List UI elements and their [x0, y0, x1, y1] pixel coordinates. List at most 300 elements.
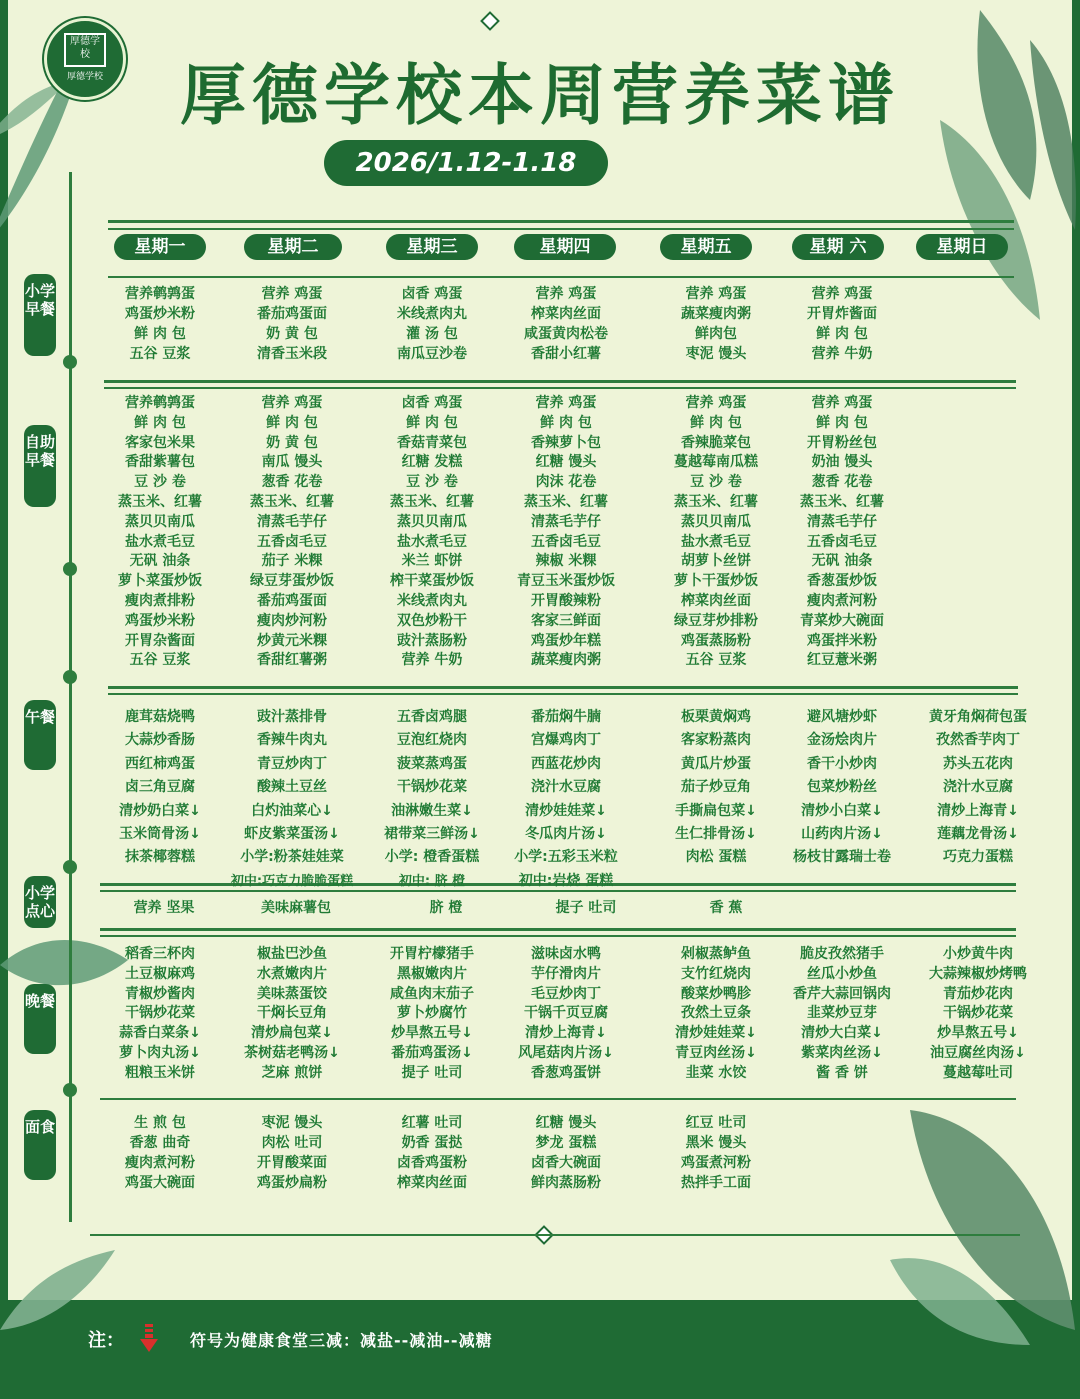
page-title: 厚德学校本周营养菜谱 [180, 56, 900, 134]
menu-item: 宫爆鸡肉丁 [531, 732, 601, 749]
menu-item: 鹿茸菇烧鸭 [125, 709, 195, 725]
down-arrow-icon [138, 1322, 160, 1354]
menu-item: 丝瓜小炒鱼 [807, 965, 877, 982]
menu-item: 苏头五花肉 [943, 755, 1013, 772]
menu-item: 盐水煮毛豆 [125, 533, 195, 550]
menu-column-dinner [217, 945, 367, 1084]
menu-item: 干锅炒花菜 [397, 779, 467, 796]
menu-item: 营养 鸡蛋 [685, 395, 747, 411]
menu-item: 豉汁蒸肠粉 [397, 632, 467, 649]
menu-item: 清炒扁包菜↓ [251, 1025, 333, 1042]
menu-item: 热拌手工面 [681, 1175, 751, 1191]
menu-item: 蒸贝贝南瓜 [125, 513, 195, 530]
menu-item: 营养 鸡蛋 [685, 286, 747, 302]
menu-item: 鸡蛋炒米粉 [125, 306, 195, 322]
menu-column-breakfast-primary [217, 284, 367, 364]
menu-item: 玉米筒骨汤↓ [119, 825, 201, 842]
divider [100, 1098, 1016, 1100]
menu-item: 瘦肉煮排粉 [125, 592, 195, 609]
menu-item: 蒸贝贝南瓜 [681, 513, 751, 530]
menu-item: 开胃柠檬猪手 [390, 946, 474, 962]
menu-item: 番茄鸡蛋汤↓ [391, 1044, 473, 1061]
menu-item: 瘦肉煮河粉 [125, 1155, 195, 1171]
menu-column-buffet-breakfast [85, 394, 235, 671]
menu-item: 豆 沙 卷 [134, 474, 186, 491]
menu-item: 榨菜肉丝面 [531, 306, 601, 322]
menu-column-pastry [641, 1113, 791, 1193]
menu-item: 鸡蛋煮河粉 [681, 1155, 751, 1171]
menu-item: 抹茶椰蓉糕 [125, 849, 195, 866]
menu-column-buffet-breakfast [357, 394, 507, 671]
menu-item: 营养 牛奶 [401, 652, 463, 669]
menu-item: 小学: 橙香蛋糕 [384, 849, 480, 866]
menu-item: 香芹大蒜回锅肉 [793, 985, 891, 1002]
snack-item: 美味麻薯包 [261, 900, 331, 916]
menu-item: 剁椒蒸鲈鱼 [681, 946, 751, 962]
menu-item: 西蓝花炒肉 [531, 755, 601, 772]
day-header-sat: 星期 六 [792, 234, 884, 260]
menu-item: 初中:岩烧 蛋糕 [518, 872, 614, 889]
menu-item: 营养 鸡蛋 [261, 395, 323, 411]
menu-item: 双色炒粉干 [397, 612, 467, 629]
menu-item: 蒜香白菜条↓ [119, 1025, 201, 1042]
menu-item: 无矾 油条 [811, 553, 873, 570]
menu-column-dinner [903, 945, 1053, 1084]
menu-item: 红豆 吐司 [685, 1115, 747, 1131]
menu-item: 红糖 馒头 [535, 454, 597, 471]
menu-item: 炒旱熬五号↓ [937, 1025, 1019, 1042]
menu-item: 萝卜菜蛋炒饭 [118, 573, 202, 590]
menu-item: 卤香大碗面 [531, 1155, 601, 1171]
menu-item: 卤三角豆腐 [125, 779, 195, 796]
menu-item: 辣椒 米粿 [535, 553, 597, 570]
menu-item: 肉松 吐司 [261, 1135, 323, 1151]
menu-item: 五谷 豆浆 [129, 652, 191, 669]
day-header-wed: 星期三 [386, 234, 478, 260]
menu-item: 清炒上海青↓ [937, 802, 1019, 819]
divider [108, 228, 1014, 230]
menu-item: 清蒸毛芋仔 [531, 513, 601, 530]
menu-item: 榨菜肉丝面 [681, 592, 751, 609]
menu-item: 葱香 花卷 [811, 474, 873, 491]
menu-item: 红豆薏米粥 [807, 652, 877, 669]
menu-item: 香菇青菜包 [397, 434, 467, 451]
timeline-dot [63, 562, 77, 576]
menu-item: 芝麻 煎饼 [261, 1064, 323, 1081]
menu-item: 番茄鸡蛋面 [257, 306, 327, 322]
menu-item: 绿豆芽炒排粉 [674, 612, 758, 629]
menu-item: 青椒炒酱肉 [125, 985, 195, 1002]
menu-item: 梦龙 蛋糕 [535, 1135, 597, 1151]
divider [108, 693, 1018, 695]
menu-item: 开胃酸菜面 [257, 1155, 327, 1171]
menu-column-buffet-breakfast [767, 394, 917, 671]
menu-item: 干焖长豆角 [257, 1005, 327, 1022]
snack-item: 营养 坚果 [133, 900, 195, 916]
menu-item: 炒旱熬五号↓ [391, 1025, 473, 1042]
menu-item: 瘦肉炒河粉 [257, 612, 327, 629]
menu-item: 红薯 吐司 [401, 1115, 463, 1131]
menu-item: 干锅千页豆腐 [524, 1005, 608, 1022]
menu-item: 油豆腐丝肉汤↓ [930, 1044, 1026, 1061]
menu-item: 土豆椒麻鸡 [125, 965, 195, 982]
menu-item: 鸡蛋炒年糕 [531, 632, 601, 649]
menu-item: 鲜 肉 包 [816, 414, 868, 431]
menu-item: 巧克力蛋糕 [943, 849, 1013, 866]
menu-item: 瘦肉煮河粉 [807, 592, 877, 609]
menu-item: 鲜 肉 包 [816, 326, 868, 342]
menu-item: 孜然香芋肉丁 [936, 732, 1020, 749]
menu-item: 米线煮肉丸 [397, 306, 467, 322]
menu-item: 黄瓜片炒蛋 [681, 755, 751, 772]
day-header-thu: 星期四 [514, 234, 616, 260]
menu-item: 清炒奶白菜↓ [119, 802, 201, 819]
menu-item: 香甜小红薯 [531, 346, 601, 362]
menu-item: 虾皮紫菜蛋汤↓ [244, 825, 340, 842]
menu-item: 营养 鸡蛋 [261, 286, 323, 302]
day-header-sun: 星期日 [916, 234, 1008, 260]
menu-item: 豆 沙 卷 [406, 474, 458, 491]
menu-item: 黑米 馒头 [685, 1135, 747, 1151]
menu-item: 萝卜炒腐竹 [397, 1005, 467, 1022]
menu-item: 青菜炒大碗面 [800, 612, 884, 629]
menu-item: 鲜肉包 [695, 326, 737, 342]
menu-item: 干锅炒花菜 [943, 1005, 1013, 1022]
menu-item: 稻香三杯肉 [125, 946, 195, 962]
menu-column-pastry [491, 1113, 641, 1193]
menu-item: 清香玉米段 [257, 346, 327, 362]
menu-item: 白灼油菜心↓ [251, 802, 333, 819]
menu-item: 酸辣土豆丝 [257, 779, 327, 796]
timeline-dot [63, 860, 77, 874]
menu-item: 蒸玉米、红薯 [800, 493, 884, 510]
menu-item: 蒸贝贝南瓜 [397, 513, 467, 530]
menu-item: 滋味卤水鸭 [531, 946, 601, 962]
menu-item: 开胃酸辣粉 [531, 592, 601, 609]
menu-item: 酱 香 饼 [816, 1064, 868, 1081]
menu-column-lunch [903, 706, 1053, 870]
menu-column-dinner [85, 945, 235, 1084]
menu-item: 肉松 蛋糕 [685, 849, 747, 866]
menu-item: 鲜 肉 包 [406, 414, 458, 431]
menu-item: 香甜红薯粥 [257, 652, 327, 669]
menu-item: 孜然土豆条 [681, 1005, 751, 1022]
menu-item: 营养 鸡蛋 [811, 395, 873, 411]
menu-item: 美味蒸蛋饺 [257, 985, 327, 1002]
menu-item: 卤香鸡蛋粉 [397, 1155, 467, 1171]
menu-item: 奶油 馒头 [811, 454, 873, 471]
divider [100, 935, 1016, 937]
menu-item: 无矾 油条 [129, 553, 191, 570]
menu-item: 榨干菜蛋炒饭 [390, 573, 474, 590]
menu-item: 蒸玉米、红薯 [118, 493, 202, 510]
menu-item: 生 煎 包 [134, 1115, 186, 1131]
note-label: 注： [88, 1330, 124, 1351]
day-header-fri: 星期五 [660, 234, 752, 260]
menu-item: 营养 牛奶 [811, 346, 873, 362]
menu-item: 奶 黄 包 [266, 434, 318, 451]
menu-column-buffet-breakfast [217, 394, 367, 671]
note-text: 符号为健康食堂三减：减盐--减油--减糖 [190, 1331, 493, 1350]
menu-item: 萝卜干蛋炒饭 [674, 573, 758, 590]
menu-item: 毛豆炒肉丁 [531, 985, 601, 1002]
menu-column-breakfast-primary [85, 284, 235, 364]
menu-item: 脆皮孜然猪手 [800, 946, 884, 962]
menu-item: 粗粮玉米饼 [125, 1064, 195, 1081]
menu-item: 奶 黄 包 [266, 326, 318, 342]
menu-item: 南瓜豆沙卷 [397, 346, 467, 362]
section-label-lunch: 午餐 [24, 700, 56, 770]
day-header-mon: 星期一 [114, 234, 206, 260]
menu-item: 榨菜肉丝面 [397, 1175, 467, 1191]
menu-item: 五香卤鸡腿 [397, 709, 467, 725]
menu-item: 风尾菇肉片汤↓ [518, 1044, 614, 1061]
menu-item: 蔓越莓吐司 [943, 1064, 1013, 1081]
divider [104, 387, 1016, 389]
menu-item: 灌 汤 包 [406, 326, 458, 342]
menu-item: 茄子炒豆角 [681, 779, 751, 796]
divider [90, 1234, 1020, 1236]
menu-item: 鲜 肉 包 [134, 326, 186, 342]
menu-item: 芋仔滑肉片 [531, 965, 601, 982]
menu-item: 蔬菜瘦肉粥 [531, 652, 601, 669]
menu-item: 豆 沙 卷 [690, 474, 742, 491]
menu-item: 鸡蛋大碗面 [125, 1175, 195, 1191]
menu-item: 开胃粉丝包 [807, 434, 877, 451]
menu-item: 客家粉蒸肉 [681, 732, 751, 749]
day-header-tue: 星期二 [244, 234, 342, 260]
menu-column-breakfast-primary [491, 284, 641, 364]
menu-item: 青豆炒肉丁 [257, 755, 327, 772]
menu-item: 清炒上海青↓ [525, 1025, 607, 1042]
menu-column-lunch [217, 706, 367, 893]
menu-item: 小学:五彩玉米粒 [514, 849, 618, 866]
school-seal: 厚德学校 [64, 33, 106, 67]
menu-item: 小学:粉茶娃娃菜 [240, 849, 344, 866]
menu-item: 鲜 肉 包 [690, 414, 742, 431]
menu-item: 香葱鸡蛋饼 [531, 1064, 601, 1081]
menu-item: 茄子 米粿 [261, 553, 323, 570]
menu-item: 营养 鸡蛋 [535, 395, 597, 411]
divider [100, 928, 1016, 931]
menu-item: 盐水煮毛豆 [681, 533, 751, 550]
menu-item: 初中: 脐 橙 [398, 873, 466, 889]
menu-item: 裙带菜三鲜汤↓ [384, 825, 480, 842]
menu-item: 卤香 鸡蛋 [401, 395, 463, 411]
menu-item: 五谷 豆浆 [129, 346, 191, 362]
menu-item: 番茄鸡蛋面 [257, 592, 327, 609]
menu-item: 酸菜炒鸭胗 [681, 985, 751, 1002]
menu-item: 大蒜辣椒炒烤鸭 [929, 965, 1027, 982]
menu-item: 米兰 虾饼 [401, 553, 463, 570]
menu-item: 豆泡红烧肉 [397, 732, 467, 749]
menu-item: 萝卜肉丸汤↓ [119, 1044, 201, 1061]
menu-item: 客家三鲜面 [531, 612, 601, 629]
menu-item: 青茄炒花肉 [943, 985, 1013, 1002]
snack-item: 脐 橙 [429, 900, 463, 916]
menu-item: 椒盐巴沙鱼 [257, 946, 327, 962]
menu-item: 清炒小白菜↓ [801, 802, 883, 819]
menu-item: 营养鹌鹑蛋 [125, 286, 195, 302]
timeline-line [69, 172, 72, 1222]
menu-item: 五香卤毛豆 [807, 533, 877, 550]
menu-item: 清炒大白菜↓ [801, 1025, 883, 1042]
menu-item: 奶香 蛋挞 [401, 1135, 463, 1151]
timeline-dot [63, 355, 77, 369]
menu-item: 营养鹌鹑蛋 [125, 395, 195, 411]
menu-item: 红糖 发糕 [401, 454, 463, 471]
menu-item: 香葱 曲奇 [129, 1135, 191, 1151]
menu-item: 米线煮肉丸 [397, 592, 467, 609]
section-label-snack: 小学点心 [24, 876, 56, 928]
section-label-buffet: 自助早餐 [24, 425, 56, 507]
menu-item: 青豆玉米蛋炒饭 [517, 573, 615, 590]
menu-item: 油淋嫩生菜↓ [391, 802, 473, 819]
menu-column-lunch [357, 706, 507, 893]
menu-item: 盐水煮毛豆 [397, 533, 467, 550]
menu-item: 蒸玉米、红薯 [250, 493, 334, 510]
menu-item: 莲藕龙骨汤↓ [937, 825, 1019, 842]
menu-item: 绿豆芽蛋炒饭 [250, 573, 334, 590]
menu-item: 香辣萝卜包 [531, 434, 601, 451]
menu-item: 杨枝甘露瑞士卷 [793, 849, 891, 866]
menu-column-lunch [491, 706, 641, 893]
menu-item: 红糖 馒头 [535, 1115, 597, 1131]
menu-item: 蒸玉米、红薯 [674, 493, 758, 510]
menu-column-lunch [85, 706, 235, 870]
menu-item: 支竹红烧肉 [681, 965, 751, 982]
menu-column-pastry [85, 1113, 235, 1193]
menu-item: 提子 吐司 [401, 1064, 463, 1081]
menu-item: 浇汁水豆腐 [943, 779, 1013, 796]
school-logo [44, 18, 126, 100]
menu-item: 鸡蛋炒米粉 [125, 612, 195, 629]
menu-item: 韭菜炒豆芽 [807, 1005, 877, 1022]
menu-item: 开胃炸酱面 [807, 306, 877, 322]
timeline-dot [63, 670, 77, 684]
snack-item: 提子 吐司 [555, 900, 617, 916]
menu-item: 小炒黄牛肉 [943, 946, 1013, 962]
timeline-dot [63, 1083, 77, 1097]
menu-item: 清蒸毛芋仔 [257, 513, 327, 530]
section-label-dinner: 晚餐 [24, 984, 56, 1054]
section-label-pastry: 面食 [24, 1110, 56, 1180]
menu-item: 豉汁蒸排骨 [257, 709, 327, 725]
menu-item: 大蒜炒香肠 [125, 732, 195, 749]
divider [108, 686, 1018, 689]
menu-item: 开胃杂酱面 [125, 632, 195, 649]
menu-item: 金汤烩肉片 [807, 732, 877, 749]
menu-item: 炒黄元米粿 [257, 632, 327, 649]
menu-item: 初中:巧克力脆脆蛋糕 [230, 873, 354, 889]
menu-item: 青豆肉丝汤↓ [675, 1044, 757, 1061]
menu-item: 鲜 肉 包 [540, 414, 592, 431]
menu-column-breakfast-primary [357, 284, 507, 364]
snack-item: 香 蕉 [709, 900, 743, 916]
menu-item: 香辣脆菜包 [681, 434, 751, 451]
menu-item: 避风塘炒虾 [807, 709, 877, 725]
menu-item: 肉沫 花卷 [535, 474, 597, 491]
menu-item: 五香卤毛豆 [531, 533, 601, 550]
menu-item: 番茄焖牛腩 [531, 709, 601, 725]
divider [104, 380, 1016, 383]
menu-item: 冬瓜肉片汤↓ [525, 825, 607, 842]
menu-column-dinner [767, 945, 917, 1084]
menu-item: 鸡蛋炒扁粉 [257, 1175, 327, 1191]
menu-item: 香干小炒肉 [807, 755, 877, 772]
menu-item: 韭菜 水饺 [685, 1064, 747, 1081]
menu-item: 咸蛋黄肉松卷 [524, 326, 608, 342]
menu-item: 水煮嫩肉片 [257, 965, 327, 982]
menu-item: 五谷 豆浆 [685, 652, 747, 669]
menu-item: 清炒娃娃菜↓ [675, 1025, 757, 1042]
menu-item: 包菜炒粉丝 [807, 779, 877, 796]
menu-item: 香辣牛肉丸 [257, 732, 327, 749]
menu-item: 鸡蛋蒸肠粉 [681, 632, 751, 649]
menu-column-lunch [767, 706, 917, 870]
divider [108, 276, 1014, 278]
menu-item: 卤香 鸡蛋 [401, 286, 463, 302]
menu-item: 蒸玉米、红薯 [524, 493, 608, 510]
menu-item: 板栗黄焖鸡 [681, 709, 751, 725]
date-range-badge: 2026/1.12-1.18 [324, 140, 608, 186]
menu-item: 客家包米果 [125, 434, 195, 451]
menu-item: 鲜肉蒸肠粉 [531, 1175, 601, 1191]
divider [108, 220, 1014, 223]
menu-item: 紫菜肉丝汤↓ [801, 1044, 883, 1061]
leaf-decoration-icon [880, 1090, 1080, 1350]
menu-item: 枣泥 馒头 [685, 346, 747, 362]
menu-item: 蔬菜瘦肉粥 [681, 306, 751, 322]
menu-item: 咸鱼肉末茄子 [390, 985, 474, 1002]
menu-item: 蔓越莓南瓜糕 [674, 454, 758, 471]
menu-item: 黑椒嫩肉片 [397, 965, 467, 982]
menu-item: 营养 鸡蛋 [535, 286, 597, 302]
menu-column-buffet-breakfast [491, 394, 641, 671]
menu-item: 鸡蛋拌米粉 [807, 632, 877, 649]
school-name: 厚德学校 [66, 72, 103, 82]
menu-item: 清炒娃娃菜↓ [525, 802, 607, 819]
menu-item: 山药肉片汤↓ [801, 825, 883, 842]
menu-item: 菠菜蒸鸡蛋 [397, 755, 467, 772]
menu-item: 五香卤毛豆 [257, 533, 327, 550]
menu-item: 黄牙角焖荷包蛋 [929, 709, 1027, 725]
menu-item: 蒸玉米、红薯 [390, 493, 474, 510]
menu-column-dinner [357, 945, 507, 1084]
menu-item: 葱香 花卷 [261, 474, 323, 491]
menu-item: 鲜 肉 包 [134, 414, 186, 431]
menu-column-breakfast-primary [767, 284, 917, 364]
menu-item: 胡萝卜丝饼 [681, 553, 751, 570]
menu-column-dinner [491, 945, 641, 1084]
leaf-decoration-icon [0, 1240, 120, 1340]
menu-item: 南瓜 馒头 [261, 454, 323, 471]
menu-item: 枣泥 馒头 [261, 1115, 323, 1131]
menu-item: 茶树菇老鸭汤↓ [244, 1044, 340, 1061]
menu-item: 西红柿鸡蛋 [125, 755, 195, 772]
menu-item: 香葱蛋炒饭 [807, 573, 877, 590]
menu-item: 干锅炒花菜 [125, 1005, 195, 1022]
menu-item: 营养 鸡蛋 [811, 286, 873, 302]
menu-item: 清蒸毛芋仔 [807, 513, 877, 530]
menu-item: 手撕扁包菜↓ [675, 802, 757, 819]
menu-item: 鲜 肉 包 [266, 414, 318, 431]
menu-column-pastry [357, 1113, 507, 1193]
menu-item: 浇汁水豆腐 [531, 779, 601, 796]
menu-item: 香甜紫薯包 [125, 454, 195, 471]
section-label-breakfast: 小学早餐 [24, 274, 56, 356]
menu-item: 生仁排骨汤↓ [675, 825, 757, 842]
